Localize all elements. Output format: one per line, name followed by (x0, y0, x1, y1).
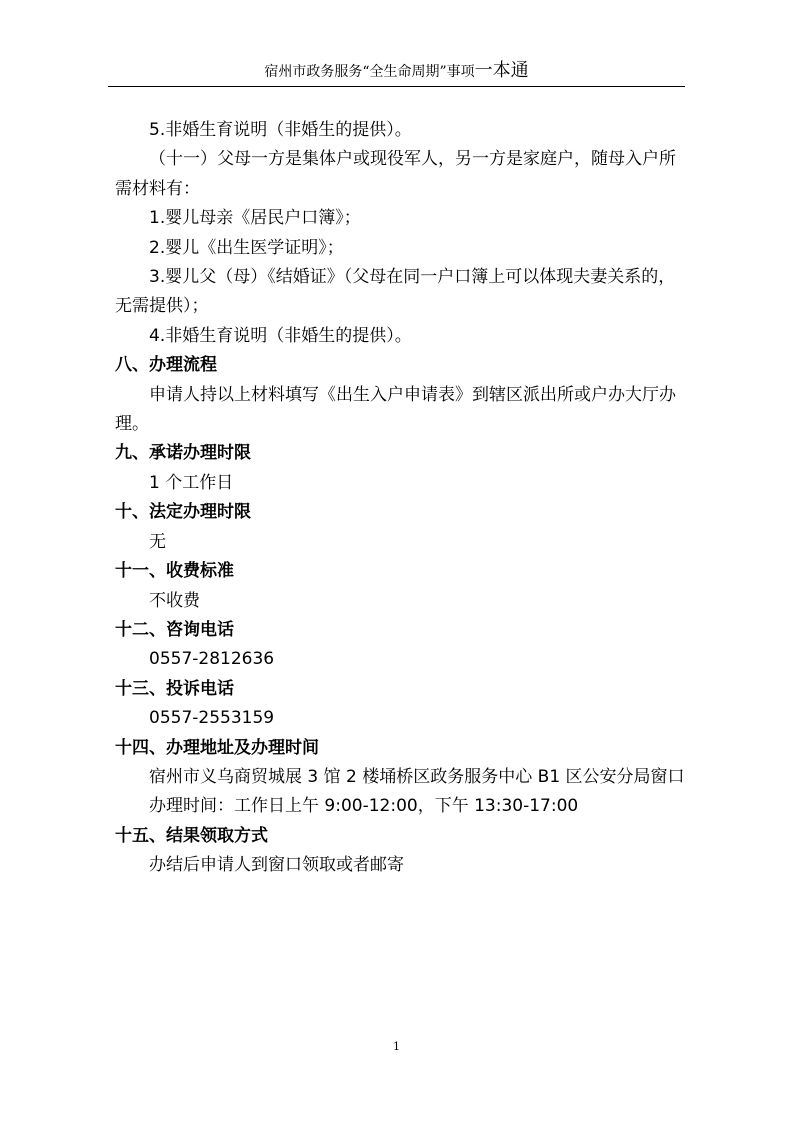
header-title: 宿州市政务服务“全生命周期”事项 (264, 64, 475, 80)
case-11-intro: （十一）父母一方是集体户或现役军人，另一方是家庭户，随母入户所需材料有： (115, 149, 676, 199)
section-text: 1 个工作日 (149, 472, 234, 493)
section-heading: 十一、收费标准 (115, 561, 234, 582)
section-heading: 十五、结果领取方式 (115, 825, 268, 846)
section-heading: 十二、咨询电话 (115, 619, 234, 640)
list-item: 1.婴儿母亲《居民户口簿》； (149, 208, 361, 229)
section-text: 办结后申请人到窗口领取或者邮寄 (149, 855, 404, 876)
complaint-phone: 0557-2553159 (149, 708, 275, 729)
section-text: 无 (149, 531, 166, 552)
section-heading: 十、法定办理时限 (115, 502, 251, 523)
section-heading: 八、办理流程 (115, 355, 217, 376)
list-item: 3.婴儿父（母）《结婚证》（父母在同一户口簿上可以体现夫妻关系的，无需提供）； (115, 267, 676, 317)
document-body (115, 116, 690, 881)
list-item: 5.非婚生育说明（非婚生的提供）。 (149, 120, 412, 140)
page-number: 1 (393, 1040, 400, 1053)
section-heading: 十三、投诉电话 (115, 678, 234, 699)
office-address: 宿州市义乌商贸城展 3 馆 2 楼埇桥区政务服务中心 B1 区公安分局窗口 (149, 766, 685, 787)
consult-phone: 0557-2812636 (149, 649, 275, 670)
office-hours: 办理时间：工作日上午 9:00-12:00，下午 13:30-17:00 (149, 796, 579, 817)
section-heading: 十四、办理地址及办理时间 (115, 737, 319, 758)
section-text: 申请人持以上材料填写《出生入户申请表》到辖区派出所或户办大厅办理。 (115, 384, 676, 435)
list-item: 4.非婚生育说明（非婚生的提供）。 (149, 325, 412, 346)
list-item: 2.婴儿《出生医学证明》； (149, 237, 344, 258)
section-text: 不收费 (149, 590, 200, 611)
header-title-tail: 一本通 (474, 60, 529, 81)
header-divider (108, 86, 685, 87)
section-heading: 九、承诺办理时限 (115, 443, 251, 464)
page-header (0, 60, 793, 83)
